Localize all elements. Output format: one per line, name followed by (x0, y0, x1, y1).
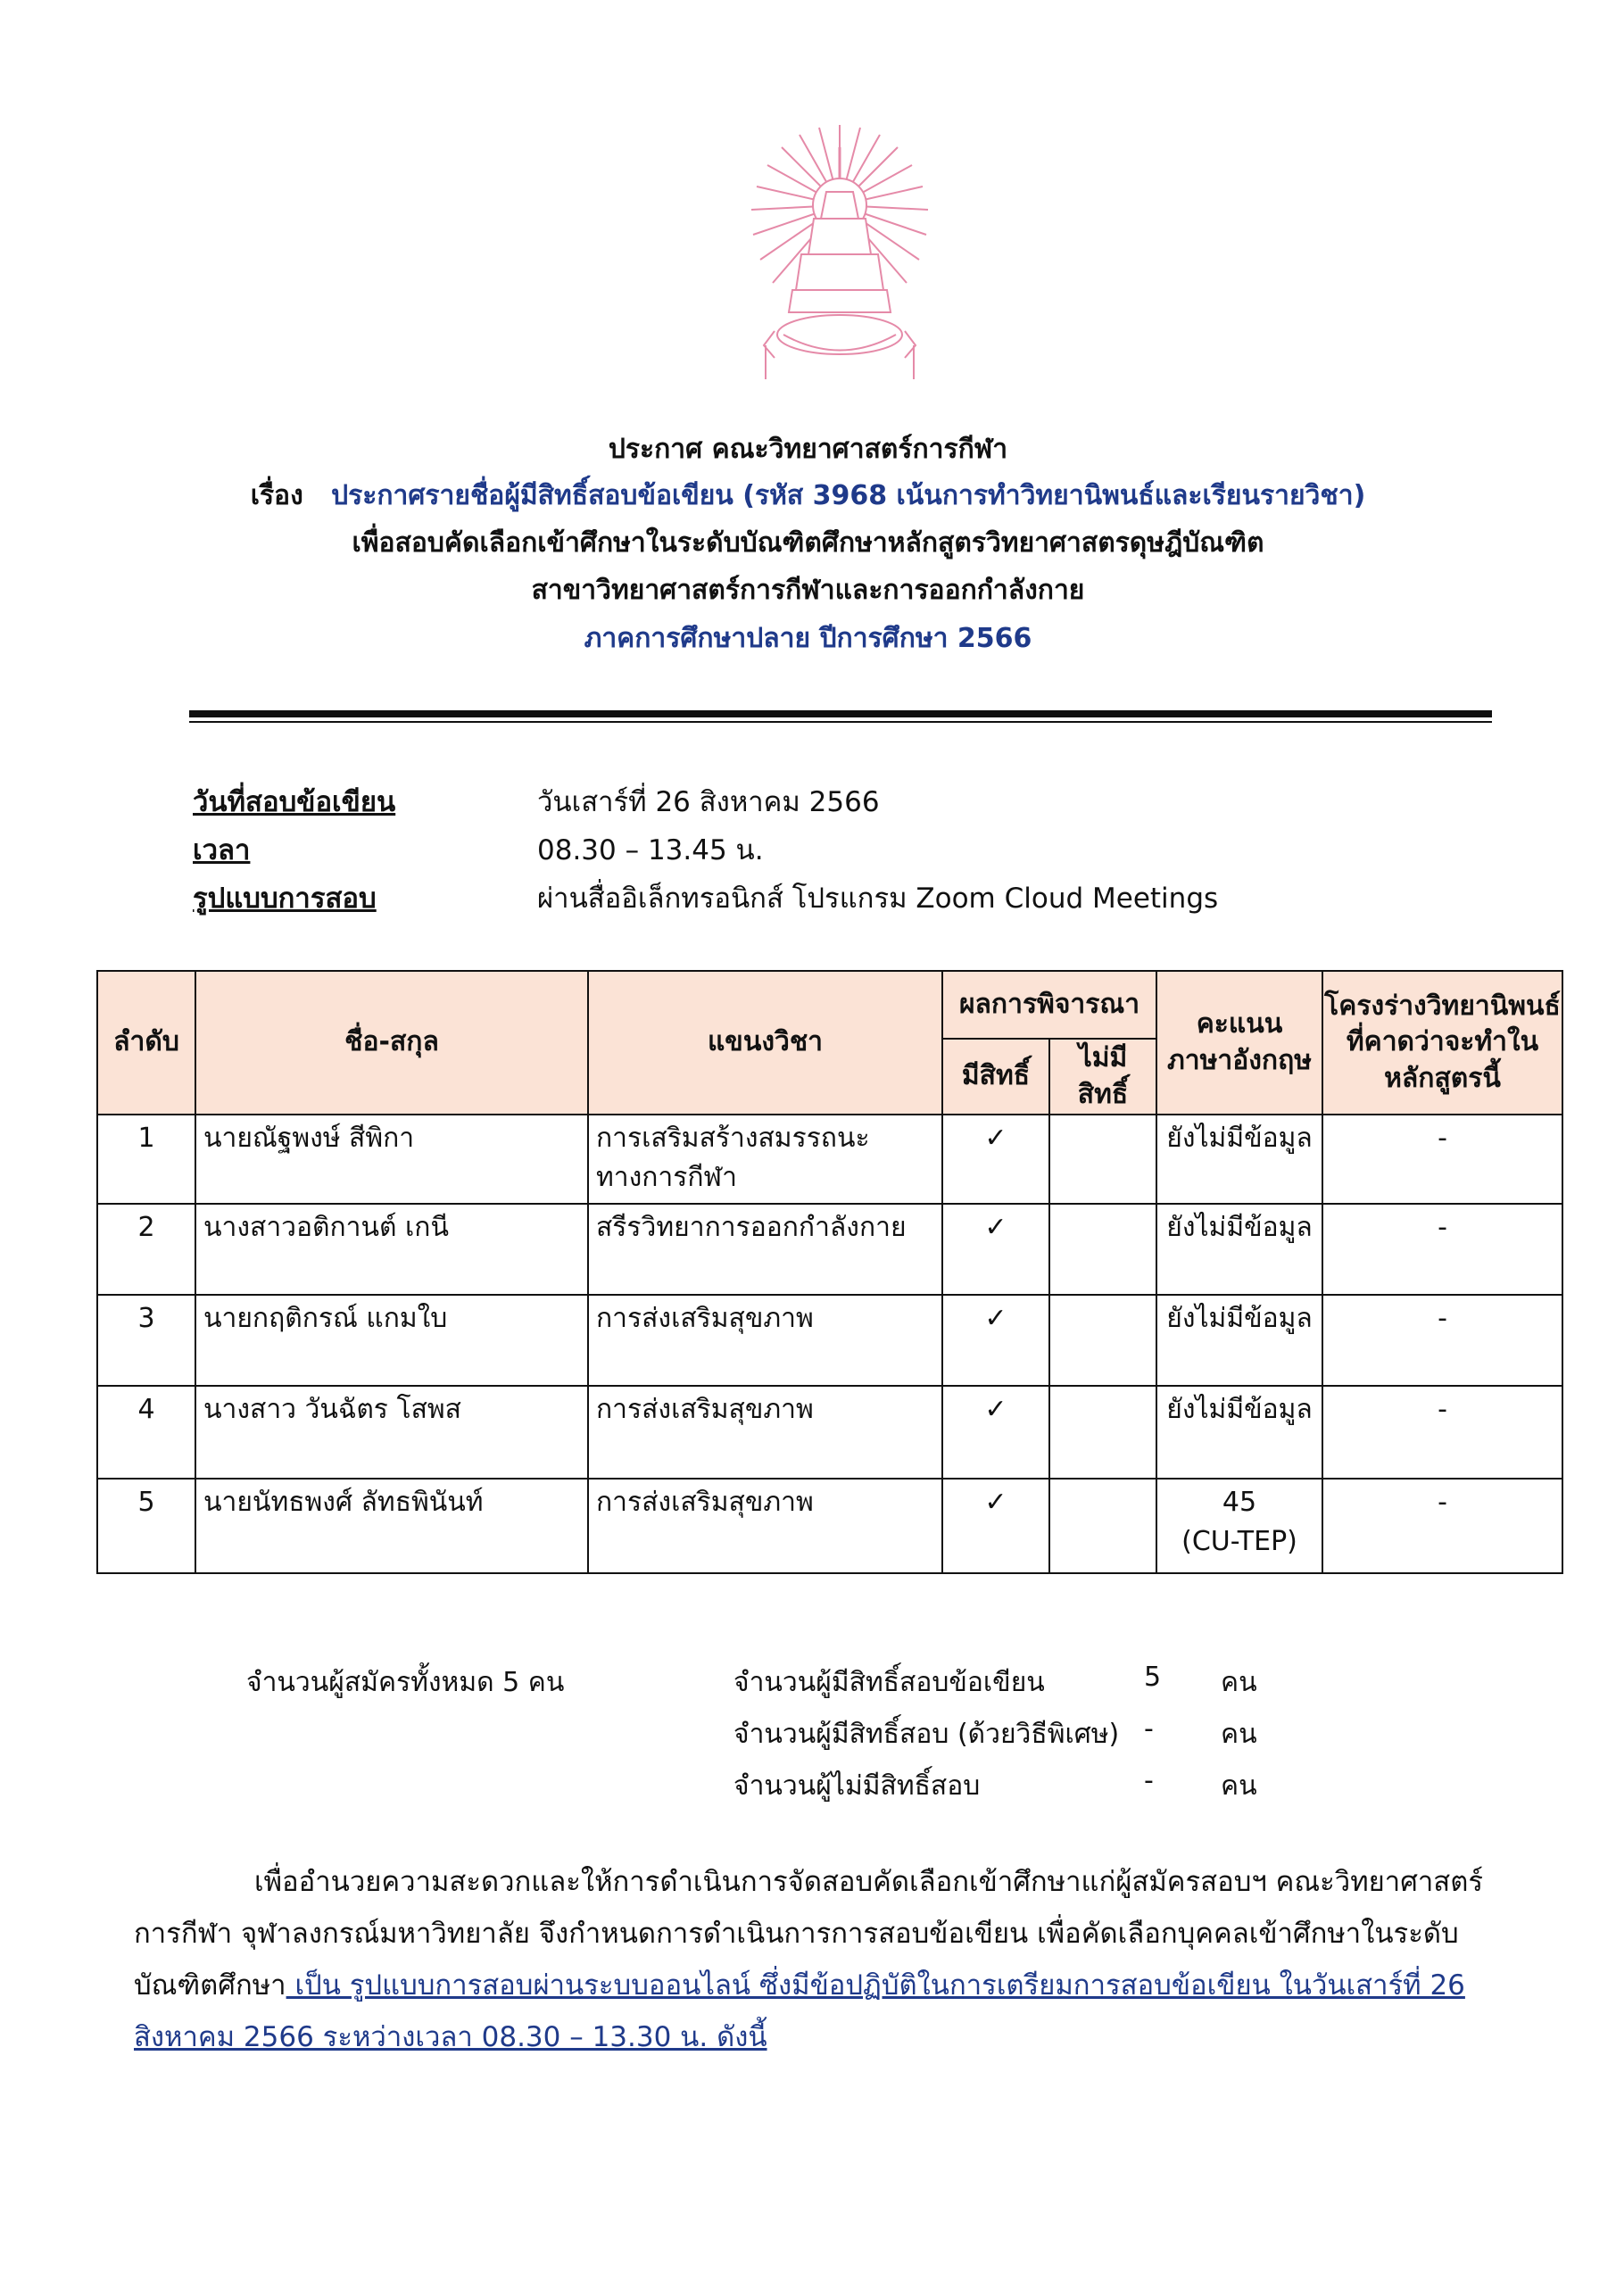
candidate-table (96, 970, 1563, 1574)
table-row (97, 1204, 1562, 1295)
not-eligible-unit: คน (1221, 1770, 1257, 1802)
row-thesis: - (1322, 1295, 1562, 1386)
header-divider-thin (189, 721, 1492, 723)
header-score-line1: คะแนน (1196, 1008, 1283, 1040)
row-score-line1: ยังไม่มีข้อมูล (1166, 1303, 1313, 1334)
row-score (1156, 1115, 1322, 1204)
exam-info-link[interactable]: เป็น รูปแบบการสอบผ่านระบบออนไลน์ ซึ่งมีข้อปฏิบัติในการเตรียมการสอบข้อเขียน ในวันเสาร์ที่ 26 (286, 1969, 1465, 2002)
row-score (1156, 1386, 1322, 1479)
check-mark-icon: ✓ (942, 1295, 1049, 1386)
subject-text: ประกาศรายชื่อผู้มีสิทธิ์สอบข้อเขียน (รหัส 3968 เน้นการทำวิทยานิพนธ์และเรียนรายวิชา) (331, 480, 1366, 511)
exam-info-link-continued[interactable]: สิงหาคม 2566 ระหว่างเวลา 08.30 – 13.30 น. ดังนี้ (134, 2021, 767, 2053)
major-line: สาขาวิทยาศาสตร์การกีฬาและการออกกำลังกาย (531, 575, 1085, 606)
row-not-eligible (1049, 1115, 1156, 1204)
row-score-line1: ยังไม่มีข้อมูล (1166, 1394, 1313, 1425)
instruction-paragraph (134, 1856, 1499, 2063)
row-thesis: - (1322, 1386, 1562, 1479)
row-no: 5 (97, 1479, 195, 1573)
check-mark-icon: ✓ (942, 1479, 1049, 1573)
exam-format-value: ผ่านสื่ออิเล็กทรอนิกส์ โปรแกรม Zoom Cloud Meetings (537, 883, 1219, 915)
total-applicants: จำนวนผู้สมัครทั้งหมด 5 คน (246, 1667, 565, 1698)
special-eligible-label: จำนวนผู้มีสิทธิ์สอบ (ด้วยวิธีพิเศษ) (733, 1719, 1120, 1750)
row-no: 3 (97, 1295, 195, 1386)
row-thesis: - (1322, 1479, 1562, 1573)
subject-line (0, 475, 1616, 517)
written-eligible-count: 5 (1144, 1662, 1162, 1693)
subject-label: เรื่อง (250, 480, 303, 511)
semester-line: ภาคการศึกษาปลาย ปีการศึกษา 2566 (584, 623, 1032, 654)
row-field (588, 1386, 942, 1479)
header-name: ชื่อ-สกุล (195, 971, 588, 1115)
row-field-line1: สรีรวิทยาการออกกำลังกาย (596, 1212, 907, 1243)
exam-date-value: วันเสาร์ที่ 26 สิงหาคม 2566 (537, 786, 880, 818)
header-thesis-line3: หลักสูตรนี้ (1384, 1062, 1501, 1094)
program-line: เพื่อสอบคัดเลือกเข้าศึกษาในระดับบัณฑิตศึกษาหลักสูตรวิทยาศาสตรดุษฎีบัณฑิต (352, 527, 1264, 559)
paragraph-line3-plain: บัณฑิตศึกษา (134, 1969, 286, 2002)
row-name: นายกฤติกรณ์ แกมใบ (195, 1295, 588, 1386)
row-name: นายนัทธพงศ์ ลัทธพินันท์ (195, 1479, 588, 1573)
exam-date-label: วันที่สอบข้อเขียน (193, 786, 396, 818)
table-row (97, 1295, 1562, 1386)
header-not-eligible (1049, 1039, 1156, 1115)
row-field (588, 1204, 942, 1295)
header-thesis-line1: โครงร่างวิทยานิพนธ์ (1324, 990, 1561, 1022)
row-name: นางสาว วันฉัตร โสพส (195, 1386, 588, 1479)
row-field (588, 1479, 942, 1573)
not-eligible-count: - (1144, 1765, 1154, 1796)
row-field (588, 1295, 942, 1386)
table-row (97, 1479, 1562, 1573)
table-row (97, 1386, 1562, 1479)
header-result: ผลการพิจารณา (942, 971, 1156, 1039)
row-not-eligible (1049, 1204, 1156, 1295)
announcement-title: ประกาศ คณะวิทยาศาสตร์การกีฬา (608, 434, 1008, 465)
row-field-line1: การส่งเสริมสุขภาพ (596, 1487, 814, 1518)
row-score-line1: ยังไม่มีข้อมูล (1166, 1123, 1313, 1154)
header-not-eligible-line2: สิทธิ์ (1077, 1078, 1129, 1110)
row-field-line1: การเสริมสร้างสมรรถนะ (596, 1123, 870, 1154)
written-eligible-unit: คน (1221, 1667, 1257, 1698)
row-not-eligible (1049, 1295, 1156, 1386)
row-score (1156, 1204, 1322, 1295)
table-row (97, 1115, 1562, 1204)
row-field-line1: การส่งเสริมสุขภาพ (596, 1303, 814, 1334)
university-emblem-icon (748, 120, 932, 388)
row-score-line1: ยังไม่มีข้อมูล (1166, 1212, 1313, 1243)
paragraph-line3 (134, 1960, 1499, 2011)
special-eligible-count: - (1144, 1713, 1154, 1745)
header-thesis-line2: ที่คาดว่าจะทำใน (1346, 1026, 1539, 1058)
row-not-eligible (1049, 1386, 1156, 1479)
check-mark-icon: ✓ (942, 1204, 1049, 1295)
header-score-line2: ภาษาอังกฤษ (1167, 1044, 1313, 1076)
row-score (1156, 1479, 1322, 1573)
header-divider (189, 710, 1492, 717)
row-field-line1: การส่งเสริมสุขภาพ (596, 1394, 814, 1425)
row-no: 4 (97, 1386, 195, 1479)
row-not-eligible (1049, 1479, 1156, 1573)
paragraph-line1: เพื่ออำนวยความสะดวกและให้การดำเนินการจัดสอบคัดเลือกเข้าศึกษาแก่ผู้สมัครสอบฯ คณะวิทยาศาสตร์ (254, 1866, 1484, 1898)
check-mark-icon: ✓ (942, 1115, 1049, 1204)
row-thesis: - (1322, 1204, 1562, 1295)
exam-time-label: เวลา (193, 834, 251, 866)
row-field (588, 1115, 942, 1204)
written-eligible-label: จำนวนผู้มีสิทธิ์สอบข้อเขียน (733, 1667, 1045, 1698)
paragraph-line4 (134, 2011, 1499, 2063)
not-eligible-label: จำนวนผู้ไม่มีสิทธิ์สอบ (733, 1770, 981, 1802)
header-no: ลำดับ (97, 971, 195, 1115)
exam-time-value: 08.30 – 13.45 น. (537, 834, 764, 866)
header-not-eligible-line1: ไม่มี (1078, 1042, 1128, 1073)
exam-format-label: รูปแบบการสอบ (193, 883, 377, 915)
row-score-line1: 45 (1222, 1487, 1257, 1518)
row-thesis: - (1322, 1115, 1562, 1204)
header-eligible: มีสิทธิ์ (942, 1039, 1049, 1115)
paragraph-line2: การกีฬา จุฬาลงกรณ์มหาวิทยาลัย จึงกำหนดการดำเนินการการสอบข้อเขียน เพื่อคัดเลือกบุคคลเข้าศึกษาในระดับ (134, 1918, 1459, 1950)
row-name: นายณัฐพงษ์ สีพิกา (195, 1115, 588, 1204)
row-name: นางสาวอติกานต์ เกนี (195, 1204, 588, 1295)
header-thesis (1322, 971, 1562, 1115)
row-no: 1 (97, 1115, 195, 1204)
special-eligible-unit: คน (1221, 1719, 1257, 1750)
header-score (1156, 971, 1322, 1115)
row-field-line2: ทางการกีฬา (596, 1161, 737, 1193)
row-no: 2 (97, 1204, 195, 1295)
header-field: แขนงวิชา (588, 971, 942, 1115)
check-mark-icon: ✓ (942, 1386, 1049, 1479)
row-score-line2: (CU-TEP) (1181, 1525, 1297, 1557)
row-score (1156, 1295, 1322, 1386)
